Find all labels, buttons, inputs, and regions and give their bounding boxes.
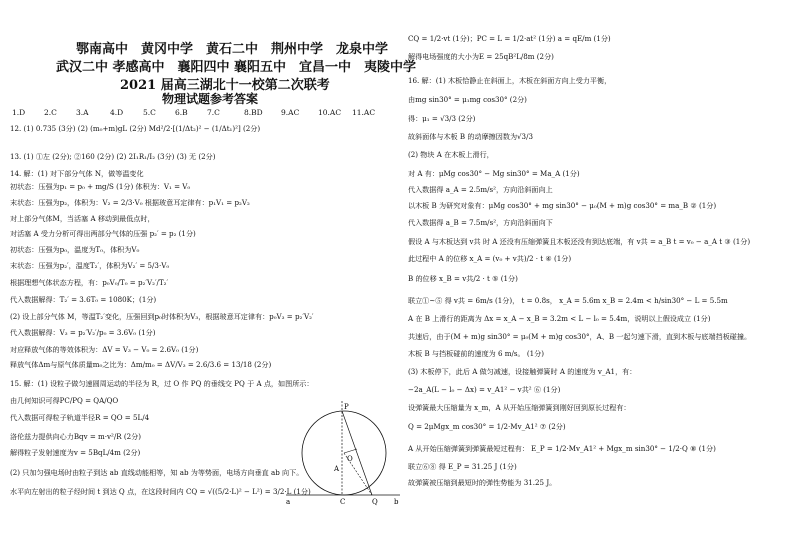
line-pq [342, 411, 372, 495]
text-line: CQ = 1/2·vt (1分)；PC = L = 1/2·at² (1分) a = qE/m (1分) [408, 34, 611, 43]
text-line: Q = 2μMgx_m cos30° = 1/2·Mv_A1² ⑦ (2分) [408, 422, 566, 431]
text-line: 代入数据得 a_A = 2.5m/s²，方向沿斜面向上 [408, 185, 553, 194]
text-line: (3) 木板停下，此后 A 做匀减速，设接触弹簧时 A 的速度为 v_A1，有： [408, 367, 637, 376]
text-line: 由几何知识可得PC/PQ = QA/QO [10, 396, 119, 405]
text-line: A 从开始压缩弹簧到弹簧最短过程有： E_P = 1/2·Mv_A1² + Mgx_m sin30° − 1/2·Q ⑧ (1分) [408, 444, 716, 453]
text-line: 由mg sin30° = μ₁mg cos30° (2分) [408, 95, 527, 104]
text-line: 解得粒子发射速度为v = 5BqL/4m (2分) [10, 448, 141, 457]
text-line: 末状态：压强为p₂，体积为：V₂ = 2/3·V₀ 根据玻意耳定律有：p₁V₁ = p₂V₂ [10, 198, 250, 207]
text-line: 释放气体Δm与原气体质量m₀之比为：Δm/m₀ = ΔV/V₃ = 2.6/3.6 = 13/18 (2分) [10, 360, 272, 369]
answer-item: 1.D [12, 108, 26, 117]
text-line: 根据理想气体状态方程，有：p₀V₀/T₀ = p₂′V₂′/T₂′ [10, 278, 169, 287]
text-line: 故弹簧被压缩到最短时的弹性势能为 31.25 J。 [408, 478, 557, 487]
text-line: 对应释放气体的等效体积为：ΔV = V₃ − V₀ = 2.6V₀ (1分) [10, 345, 199, 354]
label-a: A [334, 465, 340, 473]
schools-line-1: 鄂南高中 黄冈中学 黄石二中 荆州中学 龙泉中学 [76, 42, 389, 57]
answer-item: 7.C [207, 108, 220, 117]
text-line: 洛伦兹力提供向心力Bqv = m·v²/R (2分) [10, 432, 142, 441]
text-line: 假设 A 与木板达到 v共 时 A 还没有压缩弹簧且木板还没有到达底端，有 v共 = a_B t = v₀ − a_A t ③ (1分) [408, 237, 751, 246]
text-line: 13. (1) ①左 (2分); ②160 (2分) (2) 2I₁R₁/I₂ (3分) (3) 无 (2分) [10, 152, 216, 161]
answer-item: 3.A [76, 108, 89, 117]
text-line: (2) 物块 A 在木板上滑行， [408, 150, 494, 159]
text-line: 14. 解：(1) 对下部分气体 N，做等温变化 [10, 169, 144, 178]
text-line: 末状态：压强为p₂′，温度T₂′，体积为V₂′ = 5/3·V₀ [10, 261, 170, 270]
text-line: 初状态：压强为p₀，温度为T₀，体积为V₀ [10, 245, 140, 254]
text-line: 木板 B 与挡板碰前的速度为 6 m/s。 (1分) [408, 349, 545, 358]
text-line: 对上部分气体M，当活塞 A 移动到最低点时， [10, 214, 155, 223]
answer-item: 9.AC [281, 108, 300, 117]
text-line: 设弹簧最大压缩量为 x_m，A 从开始压缩弹簧到刚好回到原长过程有： [408, 403, 631, 412]
text-line: A 在 B 上滑行的距离为 Δx = x_A − x_B = 3.2m < L − l₀ = 5.4m，说明以上假设成立 (1分) [408, 314, 711, 323]
text-line: 联立①~⑤ 得 v共 = 6m/s (1分)， t = 0.8s， x_A = 5.6m x_B = 2.4m < h/sin30° − L = 5.5m [408, 296, 728, 305]
text-line: 15. 解：(1) 设粒子做匀速圆周运动的半径为 R，过 O 作 PQ 的垂线交 PQ 于 A 点，如图所示： [10, 379, 314, 388]
text-line: 以木板 B 为研究对象有：μMg cos30° + mg sin30° − μ₀(M + m)g cos30° = ma_B ② (1分) [408, 201, 717, 210]
text-line: B 的位移 x_B = v共/2 · t ⑤ (1分) [408, 274, 518, 283]
text-line: 解得电场强度的大小为E = 25qB²L/8m (2分) [408, 52, 554, 61]
answer-item: 2.C [44, 108, 57, 117]
text-line: 联立⑥⑧ 得 E_P = 31.25 J (1分) [408, 462, 517, 471]
text-line: 此过程中 A 的位移 x_A = (v₀ + v共)/2 · t ④ (1分) [408, 254, 572, 263]
text-line: 得：μ₁ = √3/3 (2分) [408, 114, 476, 123]
text-line: 代入数据得 a_B = 7.5m/s²，方向沿斜面向下 [408, 218, 553, 227]
circle-trajectory-diagram [284, 395, 402, 507]
text-line: 对 A 有：μMg cos30° − Mg sin30° = Ma_A (1分) [408, 169, 580, 178]
label-c: C [340, 498, 346, 506]
answer-item: 5.C [143, 108, 156, 117]
answer-item: 10.AC [318, 108, 342, 117]
text-line: (2) 设上部分气体 M，等温T₂′变化，压强回到p₀时体积为V₃，根据玻意耳定律有：p₀V₃ = p₂′V₂′ [10, 312, 314, 321]
label-a-line: a [286, 498, 291, 506]
text-line: −2a_A(L − l₀ − Δx) = v_A1² − v共² ⑥ (1分) [408, 385, 561, 394]
label-p: P [344, 403, 349, 411]
answer-key-title: 物理试题参考答案 [162, 92, 259, 106]
text-line: 共速后，由于(M + m)g sin30° = μ₀(M + m)g cos30°，A、B 一起匀速下滑，直到木板与底端挡板碰撞。 [408, 332, 752, 341]
answer-item: 8.BD [244, 108, 263, 117]
answer-item: 4.D [110, 108, 124, 117]
line-oa [344, 449, 357, 453]
text-line: 16. 解：(1) 木板恰静止在斜面上，木板在斜面方向上受力平衡， [408, 76, 612, 85]
right-column [408, 36, 790, 546]
text-line: 12. (1) 0.735 (3分) (2) (m₀+m)gL (2分) Md²/2·[(1/Δt₂)² − (1/Δt₁)²] (2分) [10, 124, 261, 133]
text-line: 代入数据解得：V₃ = p₂′V₂′/p₀ = 3.6V₀ (1分) [10, 328, 156, 337]
text-line: (2) 只加匀强电场时由粒子到达 ab 直线动能相等，知 ab 为等势面，电场方向垂直 ab 向下。 [10, 468, 304, 477]
text-line: 代入数据可得粒子轨道半径R = QO = 5L/4 [10, 413, 150, 422]
exam-title: 2021 届高三湖北十一校第二次联考 [120, 78, 330, 93]
label-o: O [347, 455, 353, 463]
answer-item: 6.B [175, 108, 188, 117]
schools-line-2: 武汉二中 孝感高中 襄阳四中 襄阳五中 宜昌一中 夷陵中学 [56, 60, 417, 75]
label-b-line: b [394, 498, 399, 506]
text-line: 对活塞 A 受力分析可得出两部分气体的压强 p₂′ = p₂ (1分) [10, 229, 196, 238]
text-line: 水平向左射出的粒子经时间 t 到达 Q 点，在这段时间内 CQ = √((5/2·L)² − L²) = 3/2·L (1分) [10, 487, 311, 496]
text-line: 初状态：压强为p₁ = p₀ + mg/S (1分) 体积为：V₁ = V₀ [10, 182, 191, 191]
text-line: 代入数据解得：T₂′ = 3.6T₀ = 1080K；(1分) [10, 295, 157, 304]
answer-item: 11.AC [352, 108, 376, 117]
text-line: 故斜面体与木板 B 的动摩擦因数为√3/3 [408, 132, 533, 141]
label-q: Q [372, 498, 378, 506]
